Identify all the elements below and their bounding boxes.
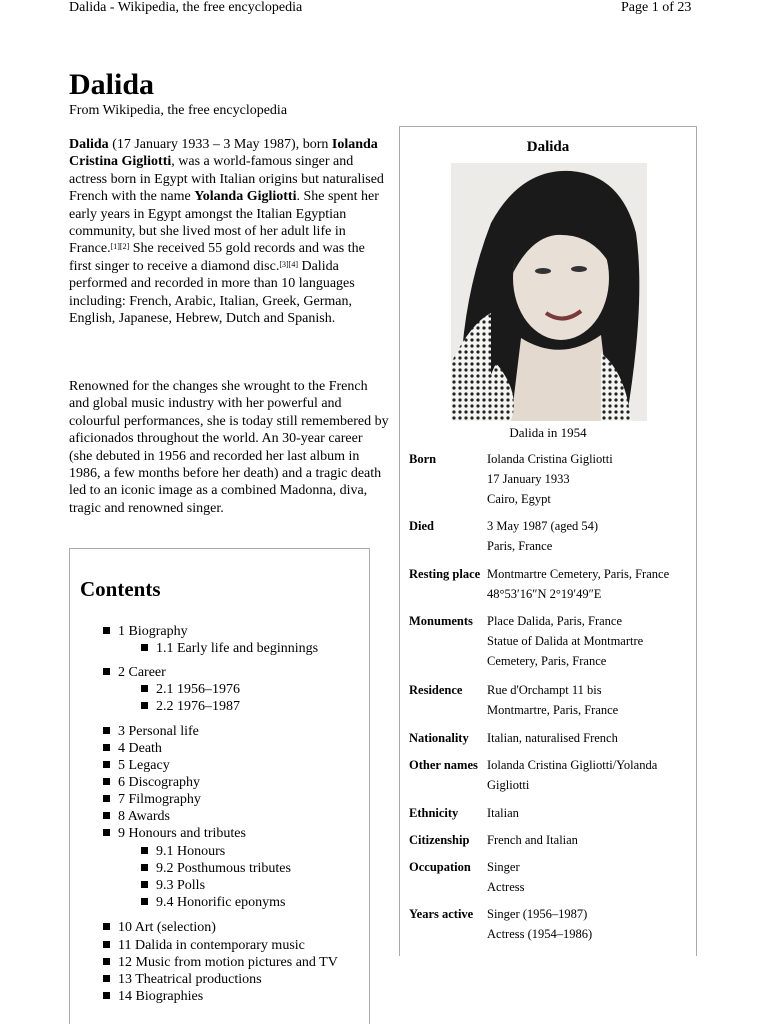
infobox-value xyxy=(487,516,695,556)
value-line: Actress xyxy=(487,880,525,894)
intro-text: . She spent her early years in Egypt amongst the Italian Egyptian community, but she lived most of her adult life in France. xyxy=(69,189,379,257)
toc-item[interactable] xyxy=(103,954,338,971)
intro-text: She received 55 gold records and was the first singer to receive a diamond disc. xyxy=(69,241,365,274)
value-line: 17 January 1933 xyxy=(487,472,570,486)
bullet-icon xyxy=(141,702,148,709)
infobox-value xyxy=(487,803,695,823)
toc-item-label: 1.1 Early life and beginnings xyxy=(156,641,319,656)
bullet-icon xyxy=(103,992,110,999)
toc-item[interactable] xyxy=(141,640,318,657)
bullet-icon xyxy=(103,744,110,751)
page-number: Page 1 of 23 xyxy=(621,0,692,15)
toc-item-label: 4 Death xyxy=(118,741,162,756)
infobox-label: Other names xyxy=(409,758,478,772)
infobox-label: Born xyxy=(409,452,437,466)
value-line[interactable]: Paris, France xyxy=(487,539,553,553)
toc-item[interactable] xyxy=(103,971,262,988)
value-line: Iolanda Cristina Gigliotti/Yolanda Gigliotti xyxy=(487,758,658,792)
portrait-illustration xyxy=(451,163,647,421)
toc-item[interactable] xyxy=(141,843,225,860)
infobox-value xyxy=(487,830,695,850)
infobox-value xyxy=(487,755,695,795)
toc-item-label: 9.2 Posthumous tributes xyxy=(156,861,291,876)
toc-item[interactable] xyxy=(103,808,170,825)
value-line: Singer (1956–1987) xyxy=(487,907,588,921)
toc-item-label: 7 Filmography xyxy=(118,792,201,807)
toc-item-label: 5 Legacy xyxy=(118,758,170,773)
toc-item[interactable] xyxy=(141,894,285,911)
photo-caption: Dalida in 1954 xyxy=(509,425,587,440)
toc-item[interactable] xyxy=(103,740,162,757)
bullet-icon xyxy=(103,778,110,785)
toc-item-label: 1 Biography xyxy=(118,624,188,639)
toc-item[interactable] xyxy=(103,825,246,842)
value-line: 3 May 1987 (aged 54) xyxy=(487,519,599,533)
infobox-label: Nationality xyxy=(409,731,469,745)
infobox-title: Dalida xyxy=(526,139,570,155)
page-header-title: Dalida - Wikipedia, the free encyclopedia xyxy=(69,0,303,15)
table-of-contents xyxy=(69,548,370,1024)
value-line[interactable]: Montmartre Cemetery, Paris, France xyxy=(487,567,670,581)
bullet-icon xyxy=(141,644,148,651)
toc-item-label: 14 Biographies xyxy=(118,989,204,1004)
toc-item[interactable] xyxy=(103,664,166,681)
toc-item[interactable] xyxy=(141,877,205,894)
infobox-value xyxy=(487,611,695,671)
bullet-icon xyxy=(103,941,110,948)
bullet-icon xyxy=(103,668,110,675)
bullet-icon xyxy=(103,627,110,634)
toc-item-label: 2.1 1956–1976 xyxy=(156,682,240,697)
value-line[interactable]: Cairo, Egypt xyxy=(487,492,551,506)
bullet-icon xyxy=(103,975,110,982)
bullet-icon xyxy=(103,923,110,930)
bold-french-name: Yolanda Gigliotti xyxy=(194,189,297,205)
bullet-icon xyxy=(103,727,110,734)
reference-link[interactable]: [1][2] xyxy=(110,242,130,252)
toc-item-label: 9 Honours and tributes xyxy=(118,826,246,841)
bullet-icon xyxy=(103,958,110,965)
toc-item-label: 9.1 Honours xyxy=(156,844,226,859)
infobox-value xyxy=(487,904,695,944)
toc-item-label: 12 Music from motion pictures and TV xyxy=(118,955,338,970)
infobox-value xyxy=(487,680,695,720)
infobox-value xyxy=(487,449,695,509)
value-line[interactable]: Montmartre, Paris, France xyxy=(487,703,619,717)
bullet-icon xyxy=(103,795,110,802)
infobox-label: Resting place xyxy=(409,567,481,581)
toc-item[interactable] xyxy=(141,860,291,877)
portrait-photo[interactable] xyxy=(451,163,647,421)
toc-item[interactable] xyxy=(103,774,200,791)
infobox-label: Occupation xyxy=(409,860,471,874)
reference-link[interactable]: [3][4] xyxy=(279,259,298,269)
value-line[interactable]: Statue of Dalida at Montmartre Cemetery, Paris, France xyxy=(487,634,644,668)
toc-item[interactable] xyxy=(141,698,240,715)
infobox xyxy=(399,126,697,956)
value-line[interactable]: Place Dalida, Paris, France xyxy=(487,614,623,628)
toc-item[interactable] xyxy=(103,919,216,936)
toc-item-label: 2.2 1976–1987 xyxy=(156,699,240,714)
value-line: Iolanda Cristina Gigliotti xyxy=(487,452,613,466)
bold-birth-name: Iolanda Cristina Gigliotti xyxy=(69,137,378,170)
toc-item-label: 9.3 Polls xyxy=(156,878,206,893)
bullet-icon xyxy=(103,812,110,819)
toc-item[interactable] xyxy=(103,623,188,640)
toc-item[interactable] xyxy=(103,937,305,954)
bold-name: Dalida xyxy=(69,137,109,152)
value-line: Italian, naturalised French xyxy=(487,731,618,745)
toc-item-label: 2 Career xyxy=(118,665,166,680)
bullet-icon xyxy=(103,761,110,768)
infobox-value xyxy=(487,857,695,897)
toc-item[interactable] xyxy=(103,988,203,1005)
intro-paragraph-1 xyxy=(69,136,389,327)
toc-item-label: 8 Awards xyxy=(118,809,170,824)
toc-item-label: 11 Dalida in contemporary music xyxy=(118,938,305,953)
infobox-value xyxy=(487,564,695,604)
value-line: Italian xyxy=(487,806,519,820)
toc-item[interactable] xyxy=(103,723,199,740)
infobox-label: Residence xyxy=(409,683,463,697)
infobox-label: Years active xyxy=(409,907,474,921)
toc-item[interactable] xyxy=(141,681,240,698)
article-subtitle: From Wikipedia, the free encyclopedia xyxy=(69,103,288,118)
bullet-icon xyxy=(103,829,110,836)
infobox-label: Died xyxy=(409,519,434,533)
bullet-icon xyxy=(141,864,148,871)
toc-item[interactable] xyxy=(103,791,201,808)
infobox-label: Monuments xyxy=(409,614,473,628)
intro-text: Dalida performed and recorded in more than 10 languages including: French, Arabic, Italian, Greek, German, English, Japanese, Hebrew, Dutch and Spanish. xyxy=(69,258,355,327)
value-line: Rue d'Orchampt 11 bis xyxy=(487,683,602,697)
value-line: Actress (1954–1986) xyxy=(487,927,593,941)
article-title: Dalida xyxy=(69,68,155,101)
toc-item-label: 3 Personal life xyxy=(118,724,199,739)
toc-item[interactable] xyxy=(103,757,170,774)
toc-item-label: 13 Theatrical productions xyxy=(118,972,262,987)
intro-text: , was a world-famous singer and actress born in Egypt with Italian origins but naturalised French with the name xyxy=(69,154,384,205)
toc-item-label: 6 Discography xyxy=(118,775,201,790)
bullet-icon xyxy=(141,685,148,692)
coordinates[interactable]: 48°53′16″N 2°19′49″E xyxy=(487,587,602,601)
toc-item-label: 9.4 Honorific eponyms xyxy=(156,895,286,910)
intro-text: (17 January 1933 – 3 May 1987), born xyxy=(108,137,332,152)
infobox-value xyxy=(487,728,695,748)
intro-paragraph-2: Renowned for the changes she wrought to the French and global music industry with her powerful and colourful performances, she is today still remembered by aficionados throughout the world. An 30-year career (she debuted in 1956 and recorded her last album in 1986, a few months before her death) and a tragic death led to an iconic image as a combined Madonna, diva, tragic and renowned singer. xyxy=(69,379,389,516)
contents-heading: Contents xyxy=(80,577,161,601)
bullet-icon xyxy=(141,898,148,905)
value-line: Singer xyxy=(487,860,520,874)
value-line: French and Italian xyxy=(487,833,578,847)
toc-item-label: 10 Art (selection) xyxy=(118,920,216,935)
bullet-icon xyxy=(141,881,148,888)
bullet-icon xyxy=(141,847,148,854)
infobox-label: Citizenship xyxy=(409,833,470,847)
infobox-label: Ethnicity xyxy=(409,806,459,820)
